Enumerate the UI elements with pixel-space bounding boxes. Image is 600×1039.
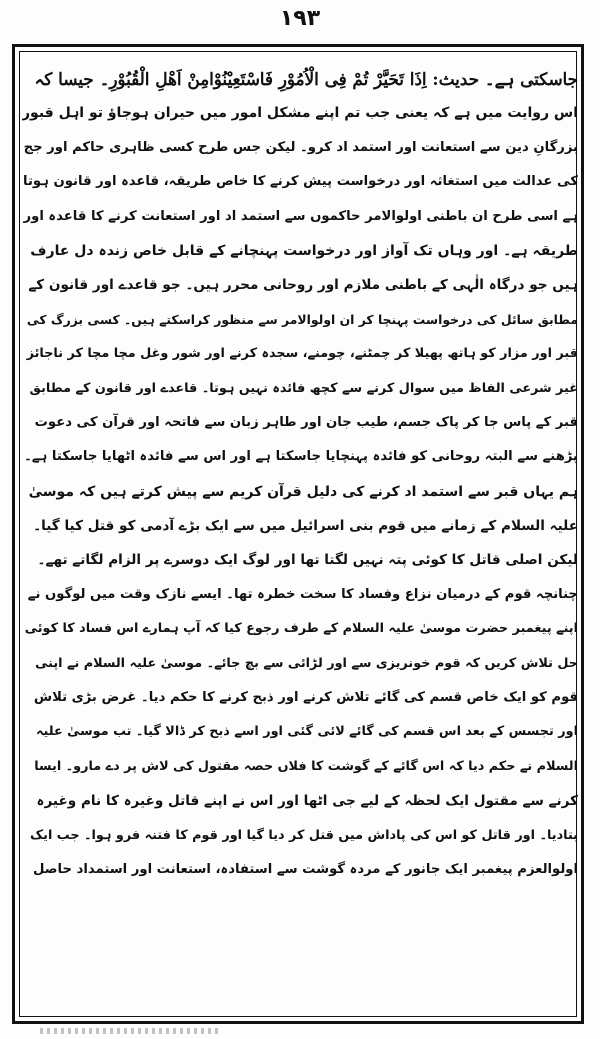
- scan-artifact: [40, 1028, 220, 1034]
- text-line: لیکن اصلی قاتل کا کوئی پتہ نہیں لگتا تھا اور لوگ ایک دوسرے پر الزام لگاتے تھے۔: [37, 552, 578, 569]
- text-line: مطابق سائل کی درخواست پہنچا کر ان اولوالامر سے منظور کراسکتے ہیں۔ کسی بزرگ کی: [26, 311, 578, 327]
- text-line: پڑھنے سے البتہ روحانی کو فائدہ پہنچایا جاسکتا ہے اور اس سے فائدہ اٹھایا جاسکتا ہے۔: [24, 449, 578, 465]
- text-line: اپنے پیغمبر حضرت موسیٰ علیہ السلام کے طرف رجوع کیا کہ آپ ہمارے اس فساد کا کوئی: [24, 621, 578, 637]
- page-number: ۱۹۳: [279, 6, 321, 31]
- text-line: قبر اور مزار کو ہاتھ پھیلا کر چمٹنے، چومنے، سجدہ کرنے اور شور وغل مچا مچا کر ناجائز: [26, 346, 578, 362]
- body-text: [22, 62, 578, 887]
- text-line: اور تجسس کے بعد اس قسم کی گائے لائی گئی اور اسے ذبح کر ڈالا گیا۔ تب موسیٰ علیہ: [36, 724, 578, 740]
- text-line: السلام نے حکم دیا کہ اس گائے کے گوشت کا فلاں حصہ مقتول کی لاش پر دے مارو۔ ایسا: [34, 758, 578, 774]
- text-line: ہیں جو درگاہ الٰہی کے باطنی ملازم اور روحانی محرر ہیں۔ جو قاعدے اور قانون کے: [28, 277, 578, 294]
- text-line: چنانچہ قوم کے درمیان نزاع وفساد کا سخت خطرہ تھا۔ ایسے نازک وقت میں لوگوں نے: [27, 586, 578, 602]
- text-line: طریقہ ہے۔ اور وہاں تک آواز اور درخواست پہنچانے کے قابل خاص زندہ دل عارف: [30, 242, 578, 259]
- text-line: جاسکتی ہے۔ حدیث: اِذَا تَحَیَّرْ تُمْ فِی الْاُمُوْرِ فَاسْتَعِیْنُوْامِنْ اَھْلِ الْقُبُوْرِ۔ جیسا کہ: [34, 69, 578, 89]
- text-line: حل تلاش کریں کہ قوم خونریزی سے اور لڑائی سے بچ جائے۔ موسیٰ علیہ السلام نے اپنی: [35, 655, 578, 671]
- text-line: علیہ السلام کے زمانے میں قوم بنی اسرائیل میں سے ایک بڑے آدمی کو قتل کیا گیا۔: [33, 518, 578, 535]
- text-line: اس روایت میں ہے کہ یعنی جب تم اپنے مشکل امور میں حیران ہوجاؤ تو اہل قبور: [22, 105, 578, 122]
- text-line: کرنے سے مقتول ایک لحظہ کے لیے جی اٹھا اور اس نے اپنے قاتل وغیرہ کا نام وغیرہ: [36, 793, 578, 810]
- text-line: اولوالعزم پیغمبر ایک جانور کے مردہ گوشت سے استفادہ، استعانت اور استمداد حاصل: [33, 861, 578, 877]
- text-line: ہم یہاں قبر سے استمد اد کرنے کی دلیل قرآن کریم سے پیش کرتے ہیں کہ موسیٰ: [28, 483, 578, 500]
- text-line: ہے اسی طرح ان باطنی اولوالامر حاکموں سے استمد اد اور استعانت کرنے کا قاعدہ اور: [23, 208, 578, 224]
- text-line: قوم کو ایک خاص قسم کی گائے تلاش کرنے اور ذبح کرنے کا حکم دیا۔ غرض بڑی تلاش: [33, 690, 578, 706]
- text-line: بزرگانِ دین سے استعانت اور استمد اد کرو۔ لیکن جس طرح کسی ظاہری حاکم اور جج: [23, 139, 578, 155]
- text-line: غیر شرعی الفاظ میں سوال کرنے سے کچھ فائدہ نہیں ہوتا۔ قاعدے اور قانون کے مطابق: [29, 380, 578, 396]
- text-line: بتادیا۔ اور قاتل کو اس کی پاداش میں قتل کر دیا گیا اور قوم کا فتنہ فرو ہوا۔ جب ایک: [30, 827, 578, 843]
- text-line: قبر کے پاس جا کر پاک جسم، طیب جان اور طاہر زبان سے فاتحہ اور قرآن کی دعوت: [34, 414, 578, 430]
- text-line: کی عدالت میں استغاثہ اور درخواست پیش کرنے کا خاص طریقہ، قاعدہ اور قانون ہوتا: [23, 174, 578, 190]
